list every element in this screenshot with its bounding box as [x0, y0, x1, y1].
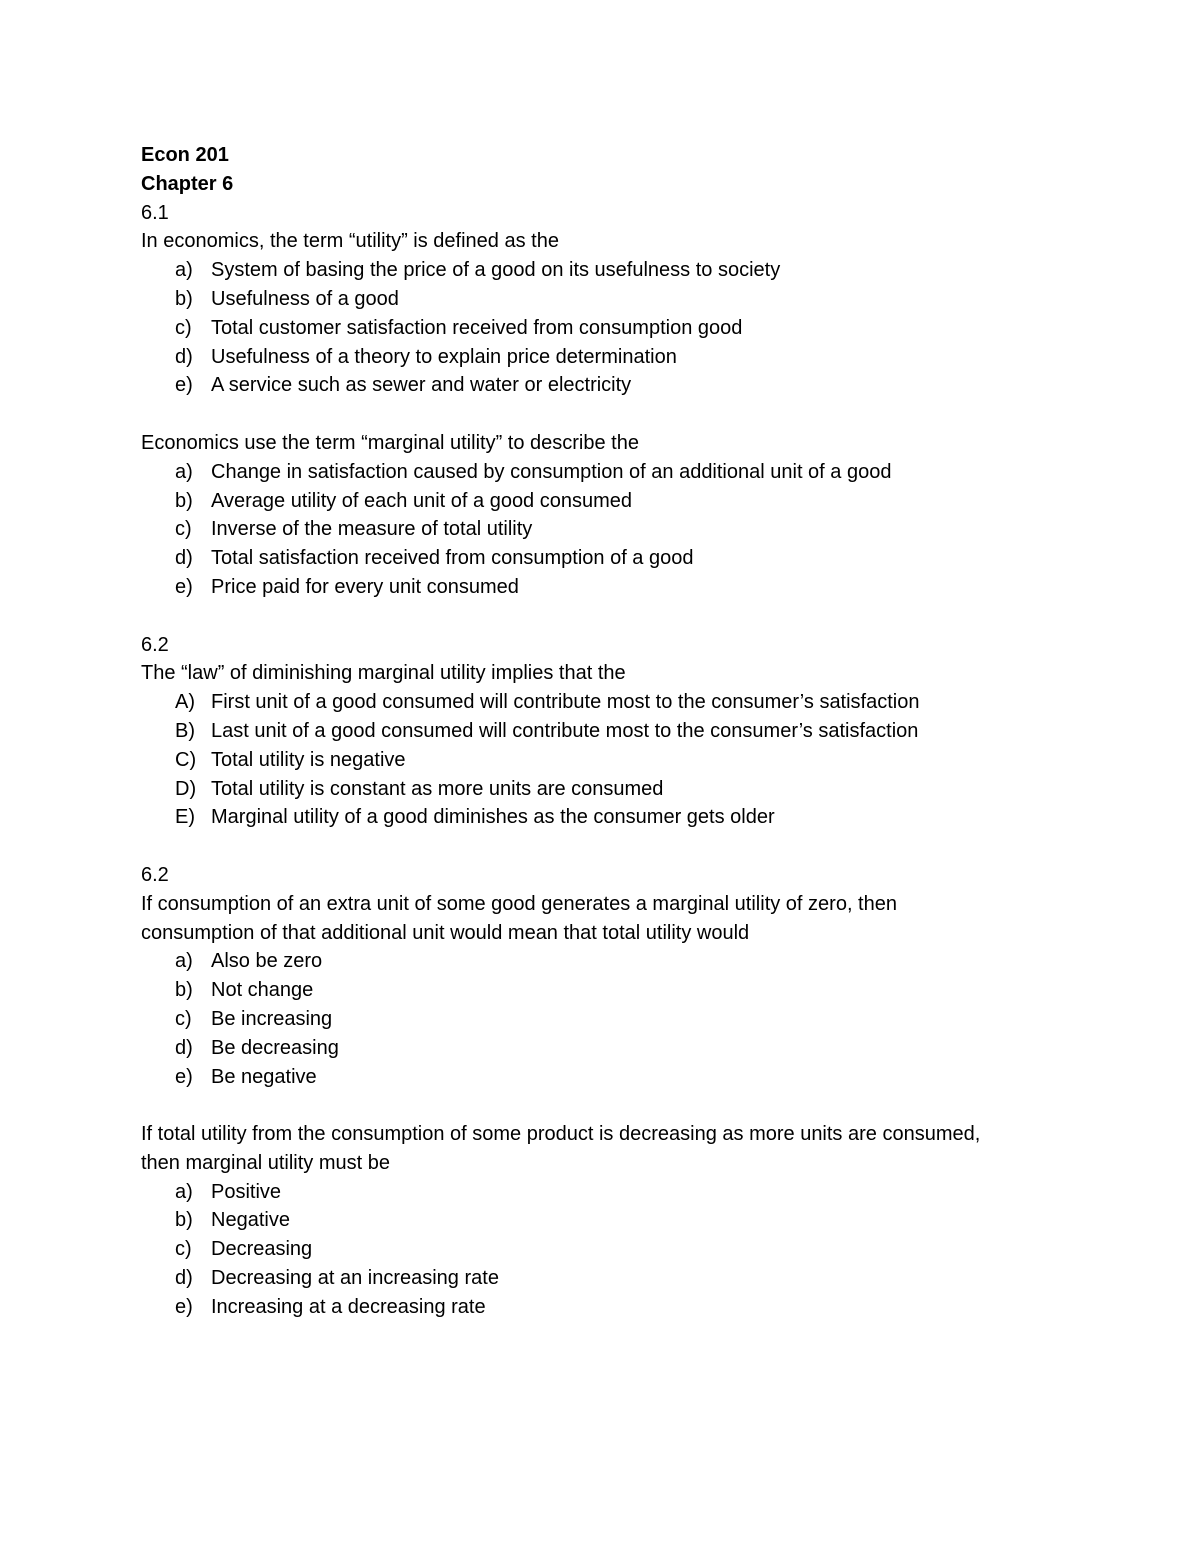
- option-text: Increasing at a decreasing rate: [211, 1295, 486, 1318]
- option-letter: e): [175, 374, 193, 397]
- answer-option: [141, 1293, 1101, 1322]
- answer-options: [141, 688, 1101, 832]
- answer-option: [141, 746, 1101, 775]
- question-stem: If consumption of an extra unit of some good generates a marginal utility of zero, then: [141, 892, 897, 915]
- option-text: Inverse of the measure of total utility: [211, 518, 533, 541]
- answer-option: [141, 947, 1101, 976]
- question-stem: If total utility from the consumption of some product is decreasing as more units are consumed,: [141, 1123, 981, 1146]
- option-letter: c): [175, 1007, 192, 1030]
- option-text: A service such as sewer and water or electricity: [211, 374, 632, 397]
- option-letter: d): [175, 547, 193, 570]
- question-section: [141, 861, 1101, 1322]
- option-letter: b): [175, 287, 193, 310]
- answer-option: [141, 544, 1101, 573]
- option-letter: d): [175, 1267, 193, 1290]
- answer-option: [141, 256, 1101, 285]
- question-section: [141, 199, 1101, 602]
- option-text: Usefulness of a good: [211, 287, 399, 310]
- option-letter: b): [175, 1209, 193, 1232]
- option-text: Last unit of a good consumed will contribute most to the consumer’s satisfaction: [211, 719, 919, 742]
- answer-option: [141, 1264, 1101, 1293]
- question: [141, 659, 1101, 832]
- question: [141, 1120, 1101, 1322]
- option-letter: A): [175, 691, 195, 714]
- option-letter: a): [175, 460, 193, 483]
- answer-option: [141, 343, 1101, 372]
- option-text: Also be zero: [211, 950, 323, 973]
- option-text: Total satisfaction received from consumption of a good: [211, 547, 694, 570]
- chapter-title: Chapter 6: [141, 172, 234, 195]
- answer-option: [141, 803, 1101, 832]
- option-text: Be decreasing: [211, 1036, 339, 1059]
- question-stem: Economics use the term “marginal utility” to describe the: [141, 431, 639, 454]
- option-letter: b): [175, 489, 193, 512]
- answer-option: [141, 1063, 1101, 1092]
- option-text: Decreasing: [211, 1238, 313, 1261]
- answer-option: [141, 717, 1101, 746]
- answer-option: [141, 1235, 1101, 1264]
- option-letter: c): [175, 518, 192, 541]
- answer-option: [141, 314, 1101, 343]
- document-page: [141, 141, 1101, 1322]
- answer-options: [141, 256, 1101, 400]
- option-text: Positive: [211, 1180, 282, 1203]
- option-text: Average utility of each unit of a good consumed: [211, 489, 633, 512]
- answer-option: [141, 976, 1101, 1005]
- option-letter: a): [175, 1180, 193, 1203]
- section-number: 6.2: [141, 633, 169, 656]
- option-text: Marginal utility of a good diminishes as the consumer gets older: [211, 806, 775, 829]
- question: [141, 227, 1101, 400]
- option-letter: D): [175, 777, 197, 800]
- question-stem: consumption of that additional unit would mean that total utility would: [141, 921, 750, 944]
- question-stem: then marginal utility must be: [141, 1151, 391, 1174]
- option-letter: e): [175, 575, 193, 598]
- course-title: Econ 201: [141, 144, 229, 166]
- option-text: Not change: [211, 979, 314, 1002]
- option-text: System of basing the price of a good on its usefulness to society: [211, 259, 781, 282]
- answer-option: [141, 1178, 1101, 1207]
- answer-option: [141, 775, 1101, 804]
- question-stem: In economics, the term “utility” is defined as the: [141, 230, 559, 253]
- answer-option: [141, 458, 1101, 487]
- answer-options: [141, 947, 1101, 1091]
- option-letter: e): [175, 1065, 193, 1088]
- option-text: Total customer satisfaction received from consumption good: [211, 316, 743, 339]
- option-letter: d): [175, 345, 193, 368]
- option-letter: c): [175, 316, 192, 339]
- question-section: [141, 631, 1101, 833]
- option-letter: d): [175, 1036, 193, 1059]
- question: [141, 890, 1101, 1092]
- section-number: 6.1: [141, 201, 169, 224]
- option-text: Decreasing at an increasing rate: [211, 1267, 499, 1290]
- question-sections: [141, 199, 1101, 1322]
- answer-options: [141, 458, 1101, 602]
- answer-option: [141, 1206, 1101, 1235]
- option-letter: c): [175, 1238, 192, 1261]
- option-text: Change in satisfaction caused by consumption of an additional unit of a good: [211, 460, 892, 483]
- option-letter: B): [175, 719, 195, 742]
- option-letter: a): [175, 259, 193, 282]
- section-number: 6.2: [141, 863, 169, 886]
- question: [141, 429, 1101, 602]
- option-text: Price paid for every unit consumed: [211, 575, 519, 598]
- answer-option: [141, 285, 1101, 314]
- option-text: Be negative: [211, 1065, 317, 1088]
- option-text: Negative: [211, 1209, 290, 1232]
- answer-option: [141, 1034, 1101, 1063]
- option-letter: a): [175, 950, 193, 973]
- answer-option: [141, 371, 1101, 400]
- option-letter: C): [175, 748, 197, 771]
- question-stem: The “law” of diminishing marginal utility implies that the: [141, 662, 626, 685]
- answer-option: [141, 487, 1101, 516]
- option-text: Total utility is constant as more units are consumed: [211, 777, 664, 800]
- answer-option: [141, 688, 1101, 717]
- answer-options: [141, 1178, 1101, 1322]
- answer-option: [141, 1005, 1101, 1034]
- answer-option: [141, 515, 1101, 544]
- answer-option: [141, 573, 1101, 602]
- option-letter: E): [175, 806, 195, 829]
- option-letter: e): [175, 1295, 193, 1318]
- option-letter: b): [175, 979, 193, 1002]
- option-text: Usefulness of a theory to explain price determination: [211, 345, 677, 368]
- option-text: Be increasing: [211, 1007, 333, 1030]
- option-text: First unit of a good consumed will contribute most to the consumer’s satisfaction: [211, 691, 920, 714]
- option-text: Total utility is negative: [211, 748, 406, 771]
